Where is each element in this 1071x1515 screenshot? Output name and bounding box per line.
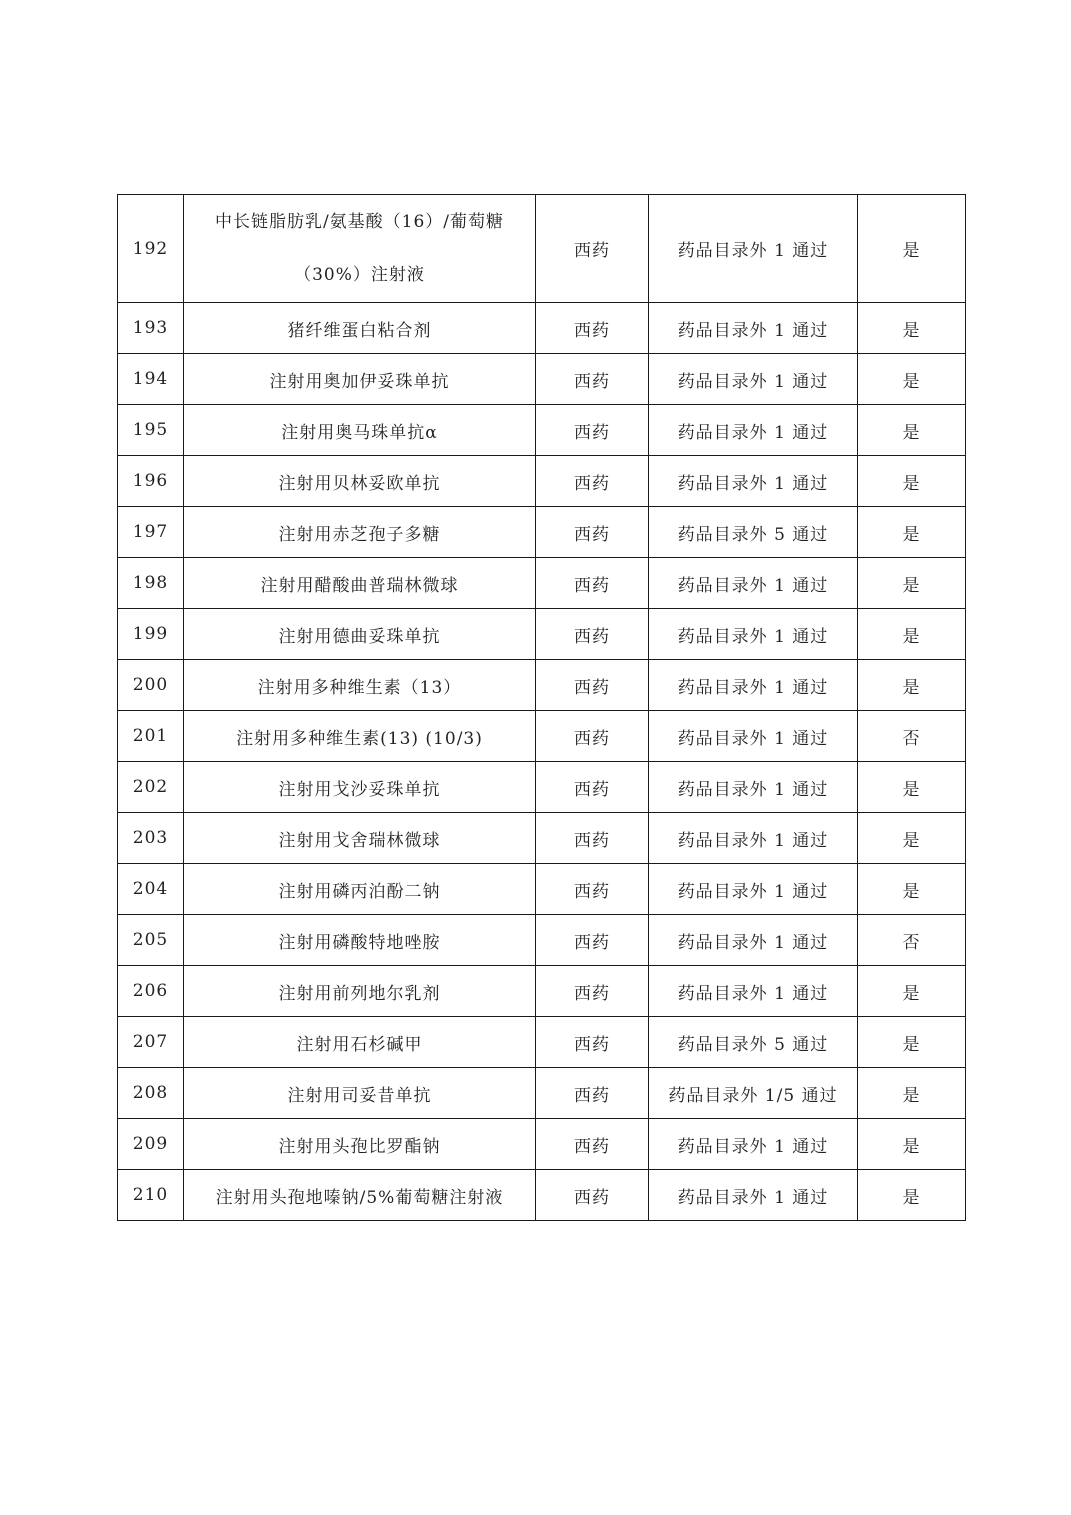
drug-name [184, 195, 536, 303]
drug-type: 西药 [536, 813, 649, 864]
pass-flag: 是 [858, 1119, 966, 1170]
drug-name: 注射用醋酸曲普瑞林微球 [184, 558, 536, 609]
drug-name: 注射用多种维生素（13） [184, 660, 536, 711]
row-number: 208 [118, 1068, 184, 1119]
pass-flag: 是 [858, 195, 966, 303]
row-number: 196 [118, 456, 184, 507]
row-number: 195 [118, 405, 184, 456]
drug-name: 注射用多种维生素(13) (10/3) [184, 711, 536, 762]
drug-type: 西药 [536, 405, 649, 456]
drug-type: 西药 [536, 354, 649, 405]
drug-type: 西药 [536, 660, 649, 711]
drug-name: 注射用前列地尔乳剂 [184, 966, 536, 1017]
row-number: 207 [118, 1017, 184, 1068]
pass-flag: 否 [858, 915, 966, 966]
drug-name: 注射用奥加伊妥珠单抗 [184, 354, 536, 405]
table-row [118, 405, 966, 456]
drug-name: 注射用贝林妥欧单抗 [184, 456, 536, 507]
row-number: 201 [118, 711, 184, 762]
pass-flag: 是 [858, 813, 966, 864]
row-number: 194 [118, 354, 184, 405]
table-row [118, 195, 966, 303]
pass-flag: 是 [858, 966, 966, 1017]
drug-type: 西药 [536, 1170, 649, 1221]
drug-name: 注射用头孢地嗪钠/5%葡萄糖注射液 [184, 1170, 536, 1221]
table-row [118, 915, 966, 966]
row-number: 203 [118, 813, 184, 864]
drug-type: 西药 [536, 303, 649, 354]
drug-type: 西药 [536, 1119, 649, 1170]
row-number: 193 [118, 303, 184, 354]
drug-name: 注射用戈沙妥珠单抗 [184, 762, 536, 813]
row-number: 209 [118, 1119, 184, 1170]
pass-flag: 否 [858, 711, 966, 762]
review-result: 药品目录外 1 通过 [649, 609, 858, 660]
drug-name: 注射用赤芝孢子多糖 [184, 507, 536, 558]
drug-type: 西药 [536, 1068, 649, 1119]
drug-name-line-2: （30%）注射液 [294, 264, 425, 285]
drug-type: 西药 [536, 966, 649, 1017]
review-result: 药品目录外 1/5 通过 [649, 1068, 858, 1119]
review-result: 药品目录外 1 通过 [649, 405, 858, 456]
pass-flag: 是 [858, 1017, 966, 1068]
row-number: 197 [118, 507, 184, 558]
row-number: 200 [118, 660, 184, 711]
drug-type: 西药 [536, 915, 649, 966]
review-result: 药品目录外 5 通过 [649, 1017, 858, 1068]
drug-name: 注射用头孢比罗酯钠 [184, 1119, 536, 1170]
pass-flag: 是 [858, 864, 966, 915]
drug-name: 注射用磷酸特地唑胺 [184, 915, 536, 966]
row-number: 198 [118, 558, 184, 609]
drug-name: 注射用戈舍瑞林微球 [184, 813, 536, 864]
drug-name-line-1: 中长链脂肪乳/氨基酸（16）/葡萄糖 [214, 211, 505, 232]
drug-name: 注射用司妥昔单抗 [184, 1068, 536, 1119]
review-result: 药品目录外 1 通过 [649, 762, 858, 813]
table-row [118, 762, 966, 813]
table-row [118, 966, 966, 1017]
table-row [118, 1068, 966, 1119]
table-row [118, 1017, 966, 1068]
drug-type: 西药 [536, 1017, 649, 1068]
drug-type: 西药 [536, 762, 649, 813]
table-row [118, 1170, 966, 1221]
table-row [118, 609, 966, 660]
pass-flag: 是 [858, 507, 966, 558]
drug-type: 西药 [536, 558, 649, 609]
review-result: 药品目录外 1 通过 [649, 303, 858, 354]
drug-name: 注射用磷丙泊酚二钠 [184, 864, 536, 915]
review-result: 药品目录外 1 通过 [649, 1119, 858, 1170]
review-result: 药品目录外 1 通过 [649, 354, 858, 405]
pass-flag: 是 [858, 456, 966, 507]
drug-name: 注射用奥马珠单抗α [184, 405, 536, 456]
pass-flag: 是 [858, 609, 966, 660]
pass-flag: 是 [858, 405, 966, 456]
drug-type: 西药 [536, 609, 649, 660]
pass-flag: 是 [858, 1068, 966, 1119]
drug-type: 西药 [536, 507, 649, 558]
drug-name: 注射用石杉碱甲 [184, 1017, 536, 1068]
review-result: 药品目录外 1 通过 [649, 558, 858, 609]
review-result: 药品目录外 1 通过 [649, 456, 858, 507]
drug-name: 猪纤维蛋白粘合剂 [184, 303, 536, 354]
review-result: 药品目录外 1 通过 [649, 195, 858, 303]
pass-flag: 是 [858, 354, 966, 405]
table-row [118, 1119, 966, 1170]
drug-list-table [117, 194, 966, 1221]
pass-flag: 是 [858, 303, 966, 354]
review-result: 药品目录外 1 通过 [649, 864, 858, 915]
review-result: 药品目录外 1 通过 [649, 1170, 858, 1221]
review-result: 药品目录外 1 通过 [649, 813, 858, 864]
drug-type: 西药 [536, 456, 649, 507]
table-row [118, 456, 966, 507]
review-result: 药品目录外 1 通过 [649, 966, 858, 1017]
table-row [118, 864, 966, 915]
drug-type: 西药 [536, 195, 649, 303]
row-number: 206 [118, 966, 184, 1017]
review-result: 药品目录外 1 通过 [649, 711, 858, 762]
table-row [118, 507, 966, 558]
table-row [118, 558, 966, 609]
table-row [118, 354, 966, 405]
table-row [118, 303, 966, 354]
pass-flag: 是 [858, 660, 966, 711]
drug-type: 西药 [536, 864, 649, 915]
review-result: 药品目录外 1 通过 [649, 660, 858, 711]
table-row [118, 660, 966, 711]
row-number: 204 [118, 864, 184, 915]
pass-flag: 是 [858, 558, 966, 609]
review-result: 药品目录外 5 通过 [649, 507, 858, 558]
row-number: 210 [118, 1170, 184, 1221]
row-number: 205 [118, 915, 184, 966]
drug-type: 西药 [536, 711, 649, 762]
row-number: 202 [118, 762, 184, 813]
drug-name: 注射用德曲妥珠单抗 [184, 609, 536, 660]
review-result: 药品目录外 1 通过 [649, 915, 858, 966]
table-row [118, 711, 966, 762]
pass-flag: 是 [858, 762, 966, 813]
row-number: 199 [118, 609, 184, 660]
row-number: 192 [118, 195, 184, 303]
pass-flag: 是 [858, 1170, 966, 1221]
table-row [118, 813, 966, 864]
